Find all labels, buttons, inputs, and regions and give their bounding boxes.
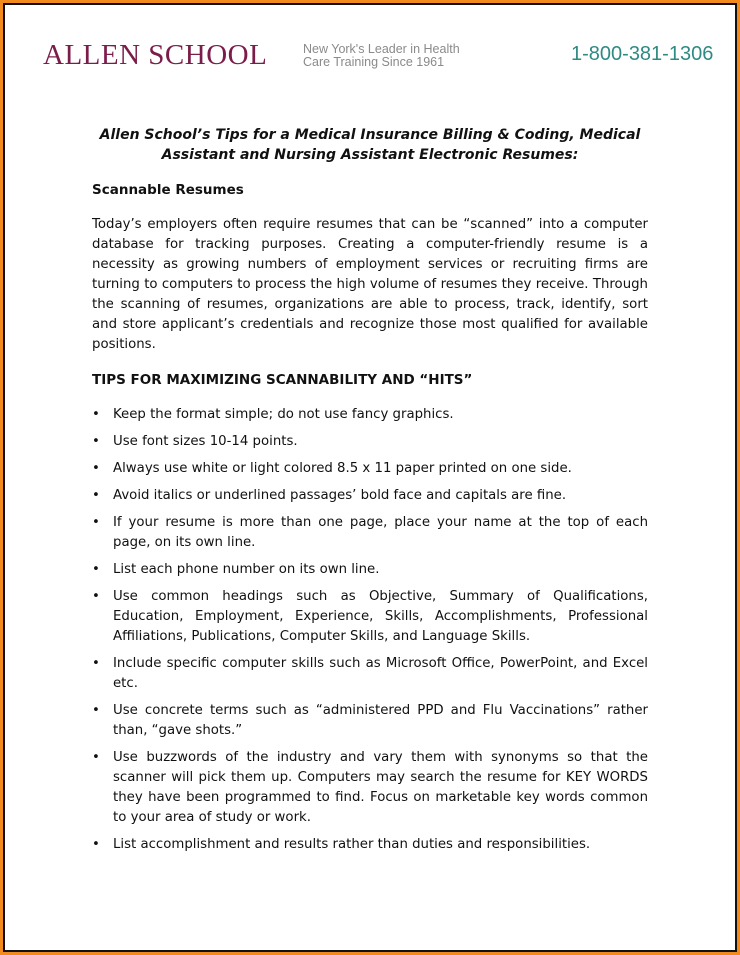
list-item: • List accomplishment and results rather than duties and responsibilities.: [92, 835, 648, 855]
list-item: • Avoid italics or underlined passages’ bold face and capitals are fine.: [92, 486, 648, 506]
list-item: • Include specific computer skills such as Microsoft Office, PowerPoint, and Excel etc.: [92, 654, 648, 694]
tips-list: [92, 405, 648, 855]
phone-number: 1-800-381-1306: [571, 43, 714, 65]
tagline-line-2: Care Training Since 1961: [303, 55, 445, 69]
title-line-1: Allen School’s Tips for a Medical Insurance Billing & Coding, Medical: [99, 127, 641, 143]
logo: ALLEN SCHOOL: [43, 39, 268, 71]
list-item: • Always use white or light colored 8.5 x 11 paper printed on one side.: [92, 459, 648, 479]
document-body: [92, 180, 648, 862]
tips-heading: TIPS FOR MAXIMIZING SCANNABILITY AND “HITS”: [92, 372, 473, 388]
tagline-line-1: New York's Leader in Health: [303, 42, 460, 56]
title-line-2: Assistant and Nursing Assistant Electronic Resumes:: [161, 147, 579, 163]
list-item: • Use concrete terms such as “administered PPD and Flu Vaccinations” rather than, “gave shots.”: [92, 701, 648, 741]
document-title: [60, 125, 680, 165]
list-item: • Use common headings such as Objective, Summary of Qualifications, Education, Employment, Experience, Skills, Accomplishments, Professional Affiliations, Publications, Computer Skills, and Language Skills.: [92, 587, 648, 647]
section-heading: Scannable Resumes: [92, 182, 244, 198]
intro-paragraph: Today’s employers often require resumes that can be “scanned” into a computer database for tracking purposes. Creating a computer-friendly resume is a necessity as growing numbers of employment services or recruiting firms are turning to computers to process the high volume of resumes they receive. Through the scanning of resumes, organizations are able to process, track, identify, sort and store applicant’s credentials and recognize those most qualified for available positions.: [92, 217, 648, 352]
list-item: • If your resume is more than one page, place your name at the top of each page, on its own line.: [92, 513, 648, 553]
list-item: • Use font sizes 10-14 points.: [92, 432, 648, 452]
list-item: • Use buzzwords of the industry and vary them with synonyms so that the scanner will pick them up. Computers may search the resume for KEY WORDS they have been programmed to find. Focus on marketable key words common to your area of study or work.: [92, 748, 648, 828]
list-item: • List each phone number on its own line.: [92, 560, 648, 580]
tagline: [303, 43, 460, 69]
list-item: • Keep the format simple; do not use fancy graphics.: [92, 405, 648, 425]
